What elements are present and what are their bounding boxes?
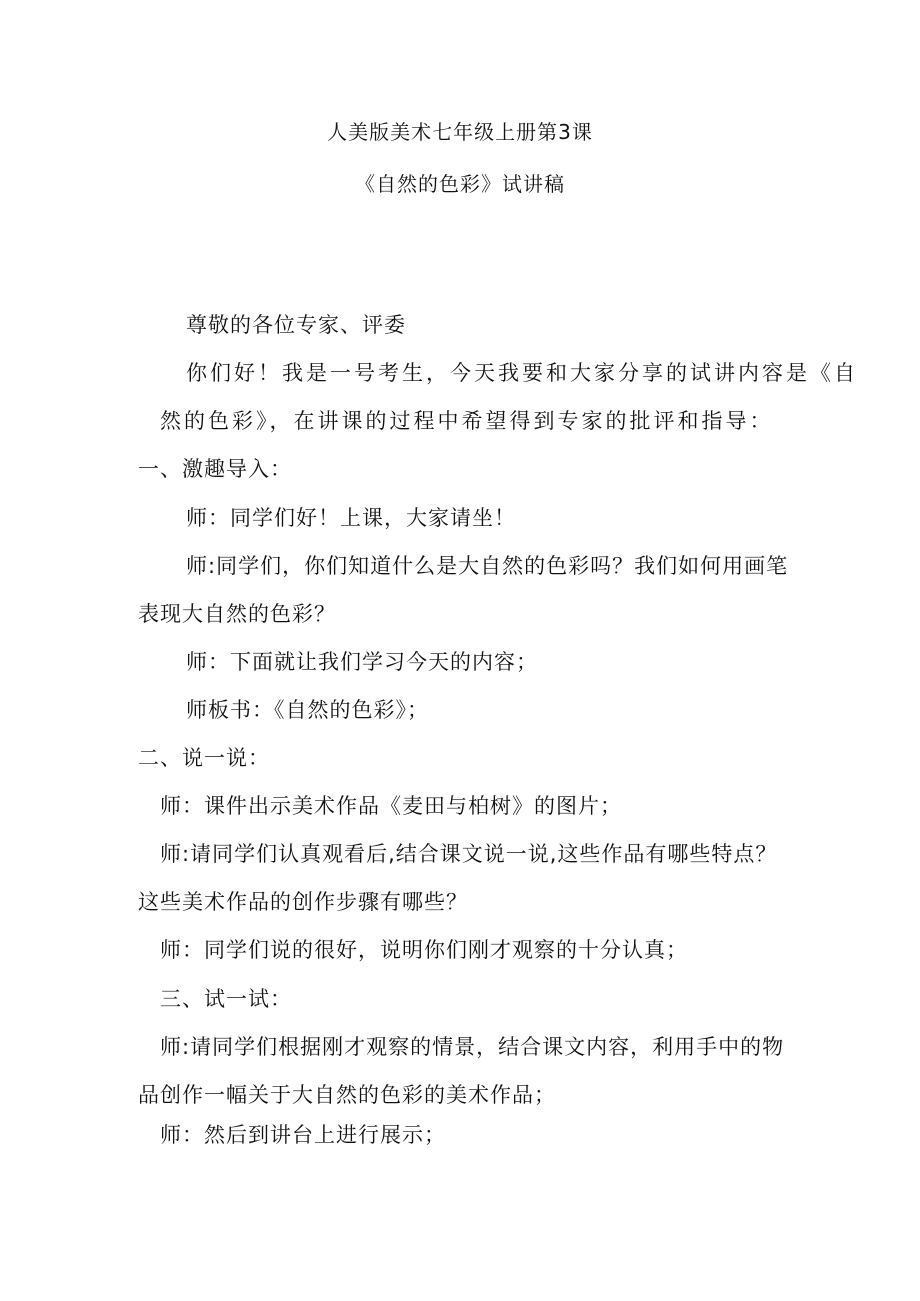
section1-line: 师:同学们，你们知道什么是大自然的色彩吗？我们如何用画笔: [186, 554, 789, 578]
section3-line: 师：然后到讲台上进行展示；: [160, 1123, 446, 1147]
section2-line: 师：课件出示美术作品《麦田与柏树》的图片；: [160, 794, 622, 818]
section1-line: 师：同学们好！上课，大家请坐！: [186, 506, 516, 530]
section1-line: 师：下面就让我们学习今天的内容；: [186, 650, 538, 674]
section2-line: 师：同学们说的很好，说明你们刚才观察的十分认真；: [160, 938, 688, 962]
section3-line: 师:请同学们根据刚才观察的情景，结合课文内容，利用手中的物: [160, 1035, 785, 1059]
section1-line: 表现大自然的色彩？: [138, 602, 336, 626]
section3-line: 品创作一幅关于大自然的色彩的美术作品；: [138, 1083, 556, 1107]
section2-line: 师:请同学们认真观看后,结合课文说一说,这些作品有哪些特点？: [160, 842, 778, 866]
intro-paragraph-line1: 你们好！我是一号考生，今天我要和大家分享的试讲内容是《自: [186, 361, 858, 385]
document-title-line1: 人美版美术七年级上册第3课: [327, 120, 593, 144]
document-title-line2: 《自然的色彩》试讲稿: [355, 172, 565, 196]
section2-heading: 二、说一说：: [138, 746, 270, 770]
section1-heading: 一、激趣导入：: [138, 457, 292, 481]
section1-line: 师板书：《自然的色彩》；: [186, 698, 429, 722]
greeting-text: 尊敬的各位专家、评委: [186, 313, 406, 337]
section2-line: 这些美术作品的创作步骤有哪些？: [138, 890, 468, 914]
intro-paragraph-line2: 然的色彩》，在讲课的过程中希望得到专家的批评和指导：: [160, 409, 774, 433]
section3-heading: 三、试一试：: [160, 987, 292, 1011]
